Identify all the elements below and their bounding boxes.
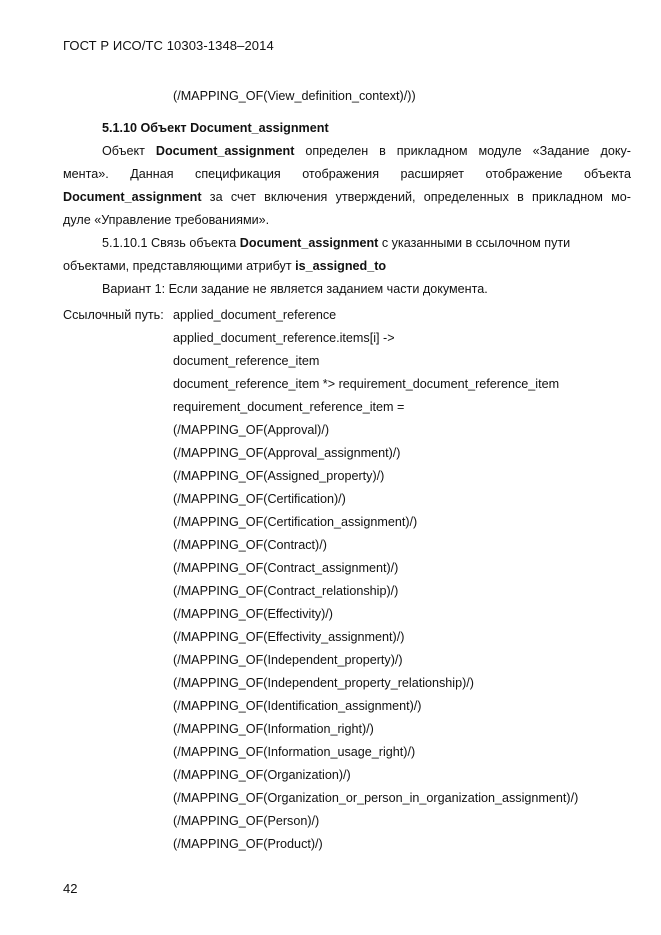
ref-path-item: applied_document_reference <box>173 308 337 322</box>
ref-path-item: (/MAPPING_OF(Information_usage_right)/) <box>173 745 416 759</box>
ref-path-item: (/MAPPING_OF(Effectivity)/) <box>173 607 334 621</box>
ref-path-item: (/MAPPING_OF(Person)/) <box>173 814 320 828</box>
ref-path-item: (/MAPPING_OF(Product)/) <box>173 837 323 851</box>
para1-line3-entity: Document_assignment <box>63 190 202 204</box>
ref-path-item: (/MAPPING_OF(Contract_assignment)/) <box>173 561 399 575</box>
para1-line1 <box>102 143 631 159</box>
ref-path-item: (/MAPPING_OF(Effectivity_assignment)/) <box>173 630 405 644</box>
ref-path-item: requirement_document_reference_item = <box>173 400 405 414</box>
subsection-attribute: is_assigned_to <box>295 259 387 273</box>
ref-path-item: (/MAPPING_OF(Certification)/) <box>173 492 346 506</box>
ref-path-item: applied_document_reference.items[i] -> <box>173 331 395 345</box>
variant-line: Вариант 1: Если задание не является заданием части документа. <box>102 282 488 296</box>
ref-path-item: (/MAPPING_OF(Organization)/) <box>173 768 351 782</box>
ref-path-item: (/MAPPING_OF(Approval)/) <box>173 423 330 437</box>
para1-line1-text-a: Объект <box>102 144 156 158</box>
page-header: ГОСТ Р ИСО/ТС 10303-1348–2014 <box>63 38 274 53</box>
ref-path-item: (/MAPPING_OF(Organization_or_person_in_organization_assignment)/) <box>173 791 579 805</box>
ref-path-label: Ссылочный путь: <box>63 308 164 322</box>
subsection-line2-text: объектами, представляющими атрибут <box>63 259 296 273</box>
ref-path-item: (/MAPPING_OF(Identification_assignment)/) <box>173 699 422 713</box>
page-number: 42 <box>63 881 78 896</box>
ref-path-item: (/MAPPING_OF(Information_right)/) <box>173 722 374 736</box>
para1-line2: мента». Данная спецификация отображения расширяет отображение объекта <box>63 167 631 181</box>
ref-path-item: (/MAPPING_OF(Assigned_property)/) <box>173 469 385 483</box>
ref-path-item: document_reference_item *> requirement_document_reference_item <box>173 377 560 391</box>
para1-line3-text: за счет включения утверждений, определенных в прикладном мо- <box>201 190 631 204</box>
para1-line1-text-c: определен в прикладном модуле «Задание доку- <box>294 144 631 158</box>
para1-line1-entity: Document_assignment <box>155 144 295 158</box>
ref-path-item: (/MAPPING_OF(Independent_property)/) <box>173 653 403 667</box>
para1-line3 <box>63 189 631 205</box>
top-mapping-line: (/MAPPING_OF(View_definition_context)/)) <box>173 89 416 103</box>
subsection-line1 <box>102 235 570 251</box>
subsection-line2 <box>63 258 386 274</box>
ref-path-item: document_reference_item <box>173 354 320 368</box>
ref-path-list <box>173 307 578 859</box>
para1-line4: дуле «Управление требованиями». <box>63 213 270 227</box>
ref-path-item: (/MAPPING_OF(Approval_assignment)/) <box>173 446 401 460</box>
subsection-line1-text-c: с указанными в ссылочном пути <box>378 236 571 250</box>
ref-path-item: (/MAPPING_OF(Independent_property_relationship)/) <box>173 676 474 690</box>
ref-path-item: (/MAPPING_OF(Certification_assignment)/) <box>173 515 418 529</box>
ref-path-item: (/MAPPING_OF(Contract_relationship)/) <box>173 584 399 598</box>
subsection-line1-text-a: 5.1.10.1 Связь объекта <box>102 236 240 250</box>
ref-path-item: (/MAPPING_OF(Contract)/) <box>173 538 327 552</box>
section-heading: 5.1.10 Объект Document_assignment <box>102 121 329 135</box>
subsection-line1-entity: Document_assignment <box>239 236 379 250</box>
